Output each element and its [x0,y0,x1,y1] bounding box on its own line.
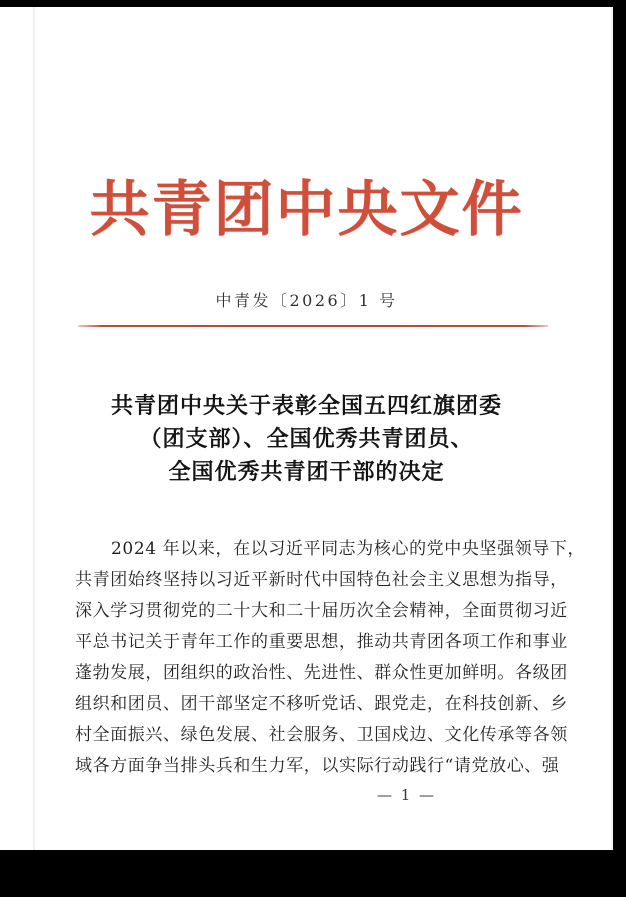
document-number-row [0,290,613,312]
body-line: 村全面振兴、绿色发展、社会服务、卫国戍边、文化传承等各领 [75,725,568,745]
title-line: 共青团中央关于表彰全国五四红旗团委 [110,393,502,419]
body-line: 共青团始终坚持以习近平新时代中国特色社会主义思想为指导， [75,570,568,590]
body-line: 2024 年以来，在以习近平同志为核心的党中央坚强领导下， [111,539,586,559]
red-separator-rule [78,325,548,327]
document-page [0,7,613,850]
body-line: 组织和团员、团干部坚定不移听党话、跟党走，在科技创新、乡 [75,694,568,714]
body-line: 平总书记关于青年工作的重要思想，推动共青团各项工作和事业 [75,632,568,652]
body-line: 蓬勃发展，团组织的政治性、先进性、群众性更加鲜明。各级团 [75,663,568,683]
title-line: 全国优秀共青团干部的决定 [168,459,445,485]
page-number [0,785,613,805]
page-number-text: — 1 — [376,786,437,804]
document-title [0,390,613,489]
document-serial-number: 中青发〔2026〕1 号 [215,291,398,310]
document-body [75,534,586,782]
body-line: 深入学习贯彻党的二十大和二十届历次全会精神，全面贯彻习近 [75,601,568,621]
masthead [0,175,613,245]
title-line: （团支部）、全国优秀共青团员、 [139,426,474,452]
body-line: 域各方面争当排头兵和生力军，以实际行动践行“请党放心、强 [75,756,560,776]
masthead-title: 共青团中央文件 [89,175,524,245]
